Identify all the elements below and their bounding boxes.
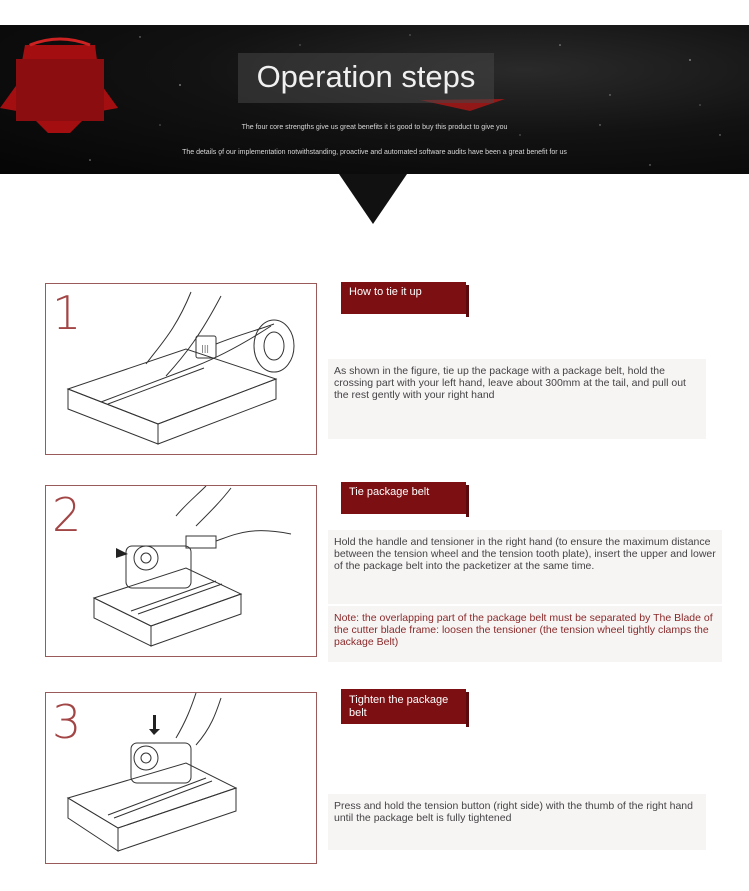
step-number: 2 — [52, 488, 82, 542]
step-3-heading: Tighten the package belt — [341, 689, 466, 724]
step-2-illustration — [45, 485, 317, 657]
packetizer-insert-illustration — [46, 486, 316, 656]
step-number: 1 — [52, 286, 82, 340]
tightening-illustration — [46, 693, 316, 863]
step-3-description: Press and hold the tension button (right side) with the thumb of the right hand until the package belt is fully tightened — [328, 794, 706, 850]
step-2-description: Hold the handle and tensioner in the right hand (to ensure the maximum distance between the tension wheel and the tension tooth plate), insert the upper and lower of the package belt into the packetizer at the same time. — [328, 530, 722, 604]
page-title: Operation steps — [256, 59, 476, 94]
step-1-heading: How to tie it up — [341, 282, 466, 314]
step-1-illustration — [45, 283, 317, 455]
step-2-note: Note: the overlapping part of the package belt must be separated by The Blade of the cutter blade frame: loosen the tensioner (the tension wheel tightly clamps the package Belt) — [328, 606, 722, 662]
shield-badge-icon — [0, 33, 118, 151]
down-arrow-icon — [339, 174, 407, 224]
banner-subtitle-1: The four core strengths give us great benefits it is good to buy this product to give you — [241, 124, 508, 131]
step-number: 3 — [52, 695, 82, 749]
step-1-description: As shown in the figure, tie up the package with a package belt, hold the crossing part with your left hand, leave about 300mm at the tail, and pull out the rest gently with your right hand — [328, 359, 706, 439]
step-2-heading: Tie package belt — [341, 482, 466, 514]
step-3-illustration — [45, 692, 317, 864]
header-banner — [0, 25, 749, 174]
banner-subtitle-2: The details of our implementation notwithstanding, proactive and automated software audits have been a great benefit for us — [182, 149, 567, 156]
svg-text:|||: ||| — [201, 344, 210, 353]
tying-package-illustration — [46, 284, 316, 454]
